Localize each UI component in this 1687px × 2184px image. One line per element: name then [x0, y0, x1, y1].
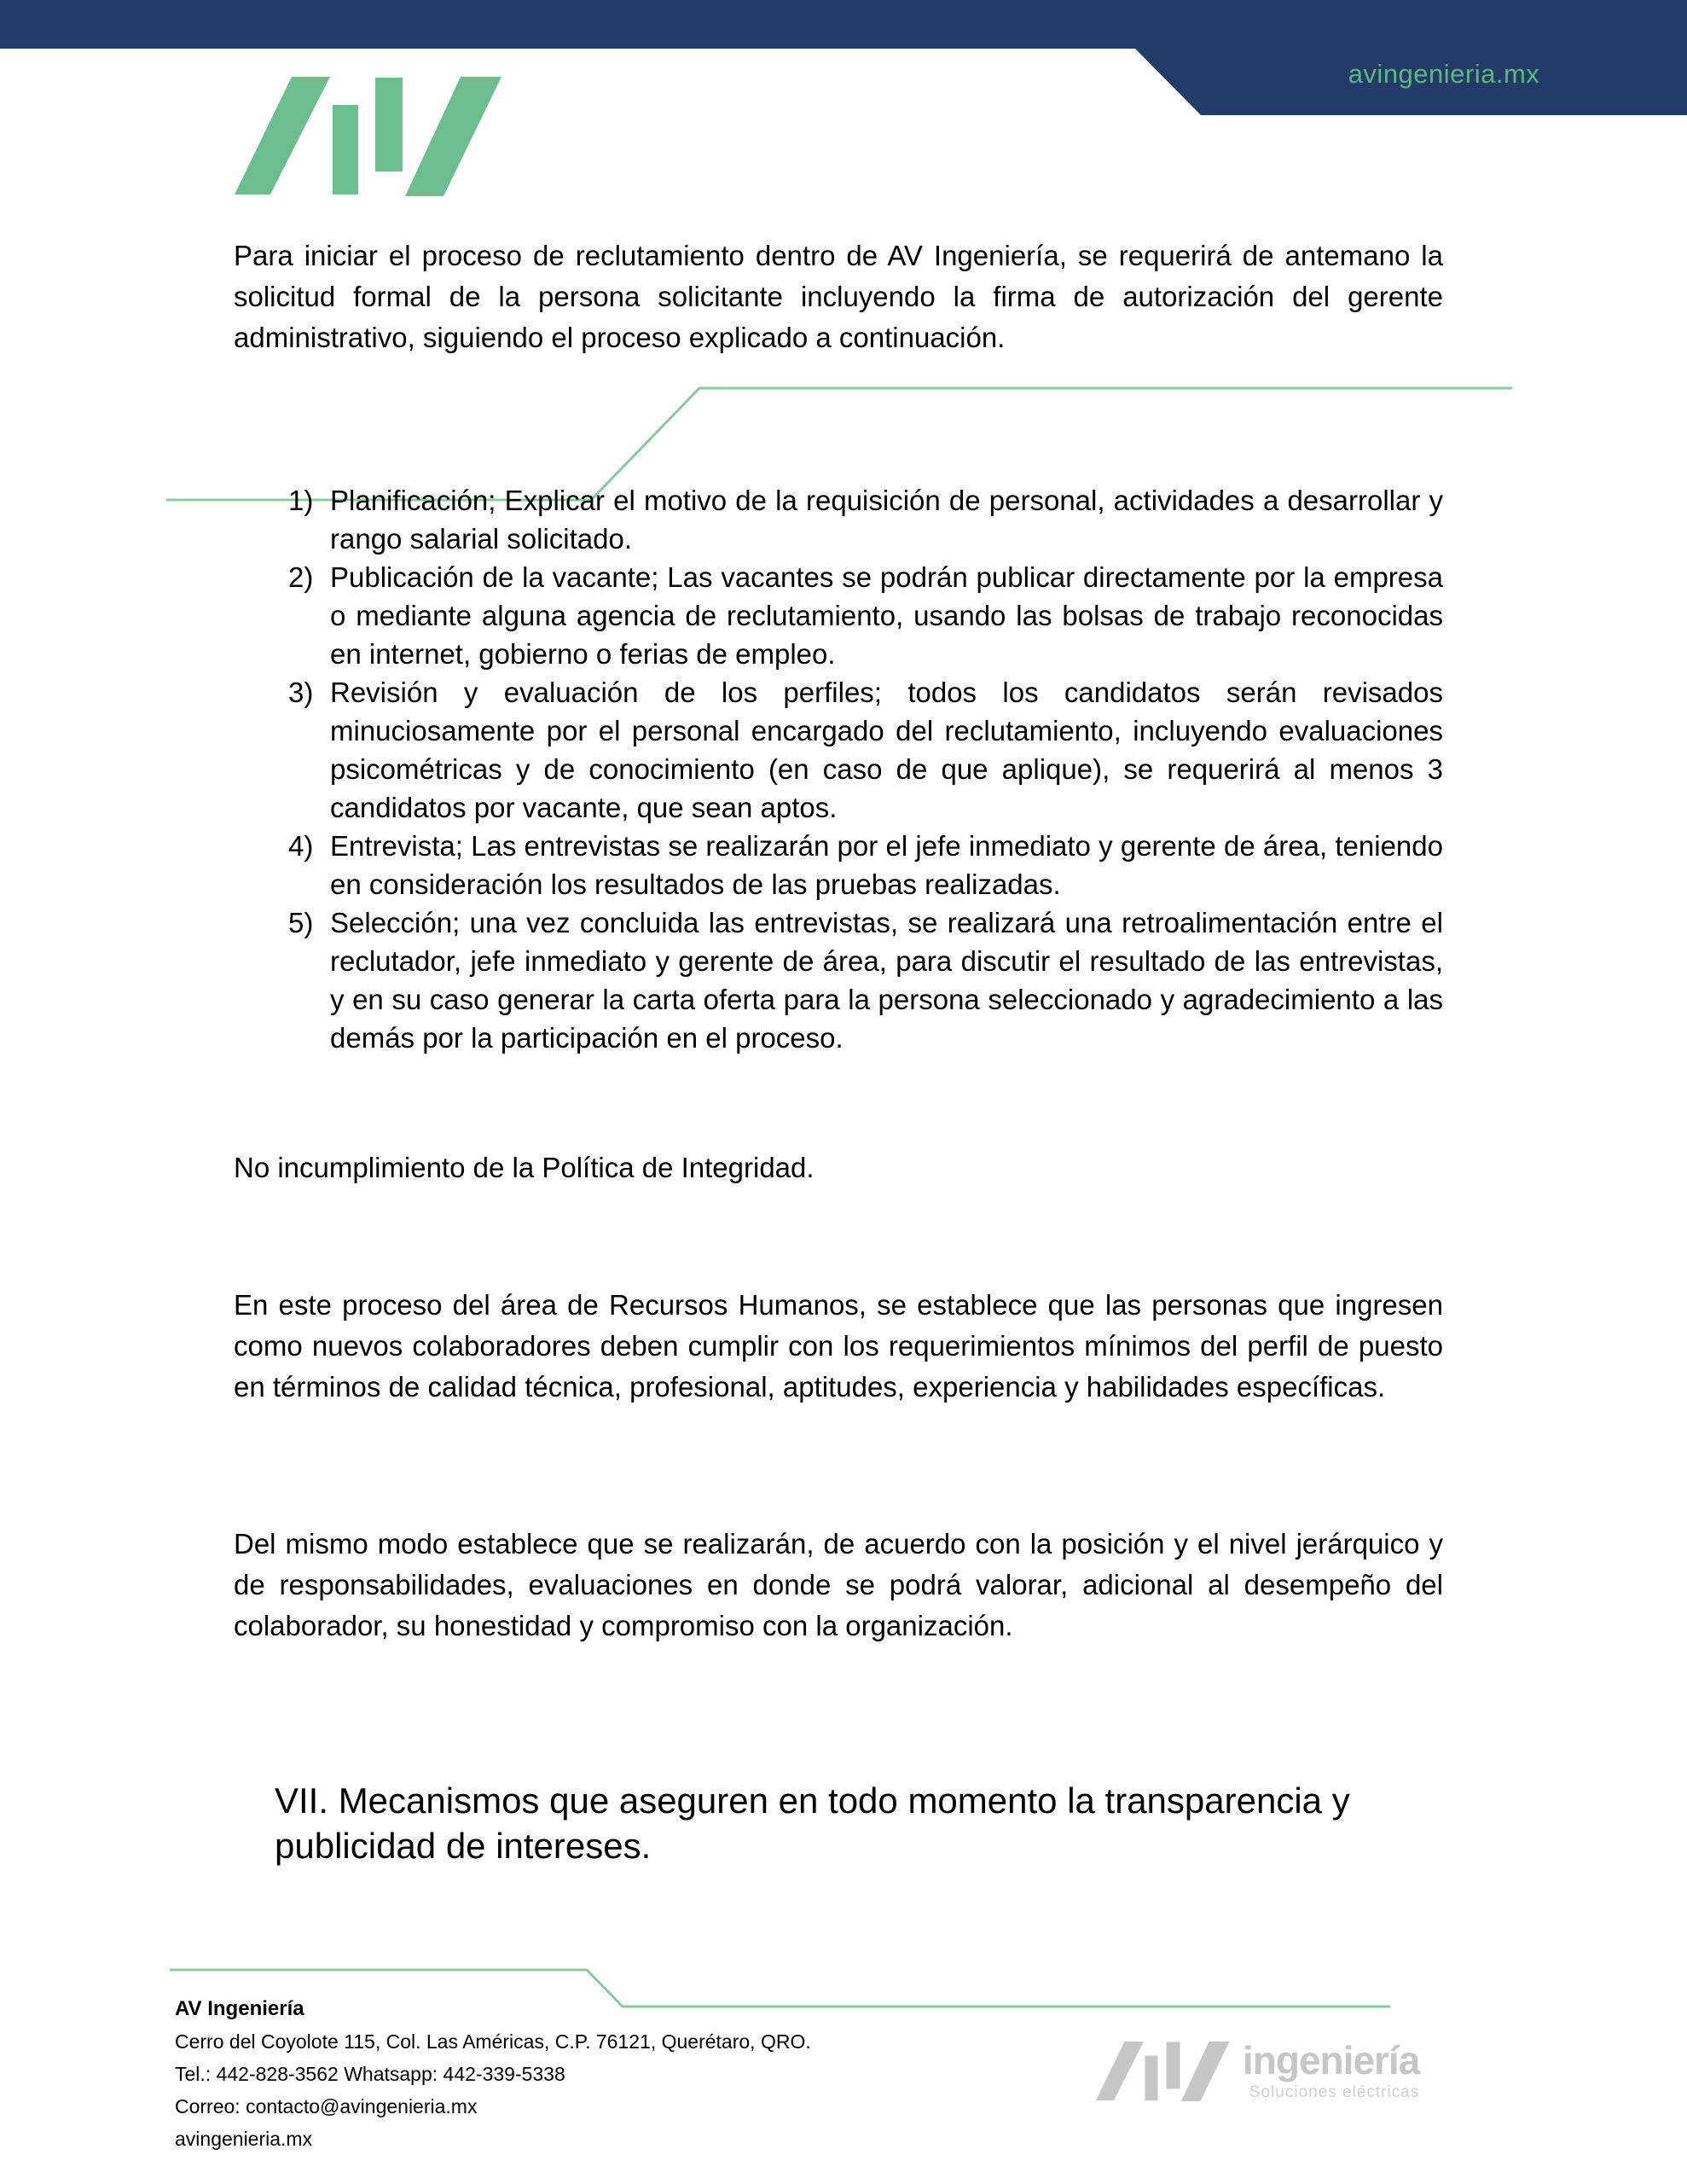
footer-logo-tagline: Soluciones eléctricas — [1249, 2083, 1420, 2101]
integrity-paragraph: No incumplimiento de la Política de Integridad. — [234, 1152, 815, 1183]
list-item-number: 5) — [288, 907, 314, 938]
footer-email: Correo: contacto@avingenieria.mx — [175, 2095, 478, 2117]
intro-paragraph: Para iniciar el proceso de reclutamiento dentro de AV Ingeniería, se requerirá de antemano la solicitud formal de la persona solicitante incluyendo la firma de autorización del gerente administrativo, siguiendo el proceso explicado a continuación. — [234, 240, 1443, 353]
list-item — [288, 558, 1443, 673]
footer-address: Cerro del Coyolote 115, Col. Las Américas, C.P. 76121, Querétaro, QRO. — [175, 2030, 811, 2053]
hr-process-paragraph: En este proceso del área de Recursos Humanos, se establece que las personas que ingresen como nuevos colaboradores deben cumplir con los requerimientos mínimos del perfil de puesto en términos de calidad técnica, profesional, aptitudes, experiencia y habilidades específicas. — [234, 1289, 1443, 1403]
list-item-text: Revisión y evaluación de los perfiles; todos los candidatos serán revisados minuciosamente por el personal encargado del reclutamiento, incluyendo evaluaciones psicométricas y de conocimiento (en caso de que aplique), se requerirá al menos 3 candidatos por vacante, que sean aptos. — [330, 677, 1443, 823]
list-item-number: 3) — [288, 677, 314, 708]
list-item-text: Publicación de la vacante; Las vacantes se podrán publicar directamente por la empresa o mediante alguna agencia de reclutamiento, usando las bolsas de trabajo reconocidas en internet, gobierno o ferias de empleo. — [330, 561, 1443, 670]
process-list — [288, 481, 1443, 1057]
footer-contact-block — [175, 1993, 811, 2155]
list-item-text: Selección; una vez concluida las entrevistas, se realizará una retroalimentación entre el reclutador, jefe inmediato y gerente de área, para discutir el resultado de las entrevistas, y en su caso generar la carta oferta para la persona seleccionado y agradecimiento a las demás por la participación en el proceso. — [330, 907, 1443, 1054]
list-item-number: 1) — [288, 485, 314, 516]
av-logo-icon — [235, 77, 504, 198]
footer-website: avingenieria.mx — [175, 2128, 313, 2150]
footer-logo-wordmark: ingeniería — [1243, 2038, 1420, 2082]
footer-logo — [1096, 2038, 1420, 2102]
section-heading: VII. Mecanismos que aseguren en todo momento la transparencia y publicidad de intereses. — [275, 1780, 1350, 1866]
list-item-text: Planificación; Explicar el motivo de la requisición de personal, actividades a desarrollar y rango salarial solicitado. — [330, 485, 1443, 555]
list-item-text: Entrevista; Las entrevistas se realizarán por el jefe inmediato y gerente de área, teniendo en consideración los resultados de las pruebas realizadas. — [330, 830, 1443, 900]
header-website-label: avingenieria.mx — [1348, 59, 1540, 89]
list-item-number: 4) — [288, 830, 314, 862]
list-item — [288, 673, 1443, 827]
footer-phone: Tel.: 442-828-3562 Whatsapp: 442-339-5338 — [175, 2063, 565, 2085]
av-logo-gray-icon — [1096, 2042, 1231, 2102]
list-item — [288, 481, 1443, 558]
evaluations-paragraph: Del mismo modo establece que se realizarán, de acuerdo con la posición y el nivel jerárquico y de responsabilidades, evaluaciones en donde se podrá valorar, adicional al desempeño del colaborador, su honestidad y compromiso con la organización. — [234, 1528, 1443, 1641]
list-item — [288, 903, 1443, 1057]
header-website-text — [1201, 49, 1687, 115]
list-item — [288, 827, 1443, 903]
footer-company-name: AV Ingeniería — [175, 1997, 304, 2020]
list-item-number: 2) — [288, 561, 314, 593]
